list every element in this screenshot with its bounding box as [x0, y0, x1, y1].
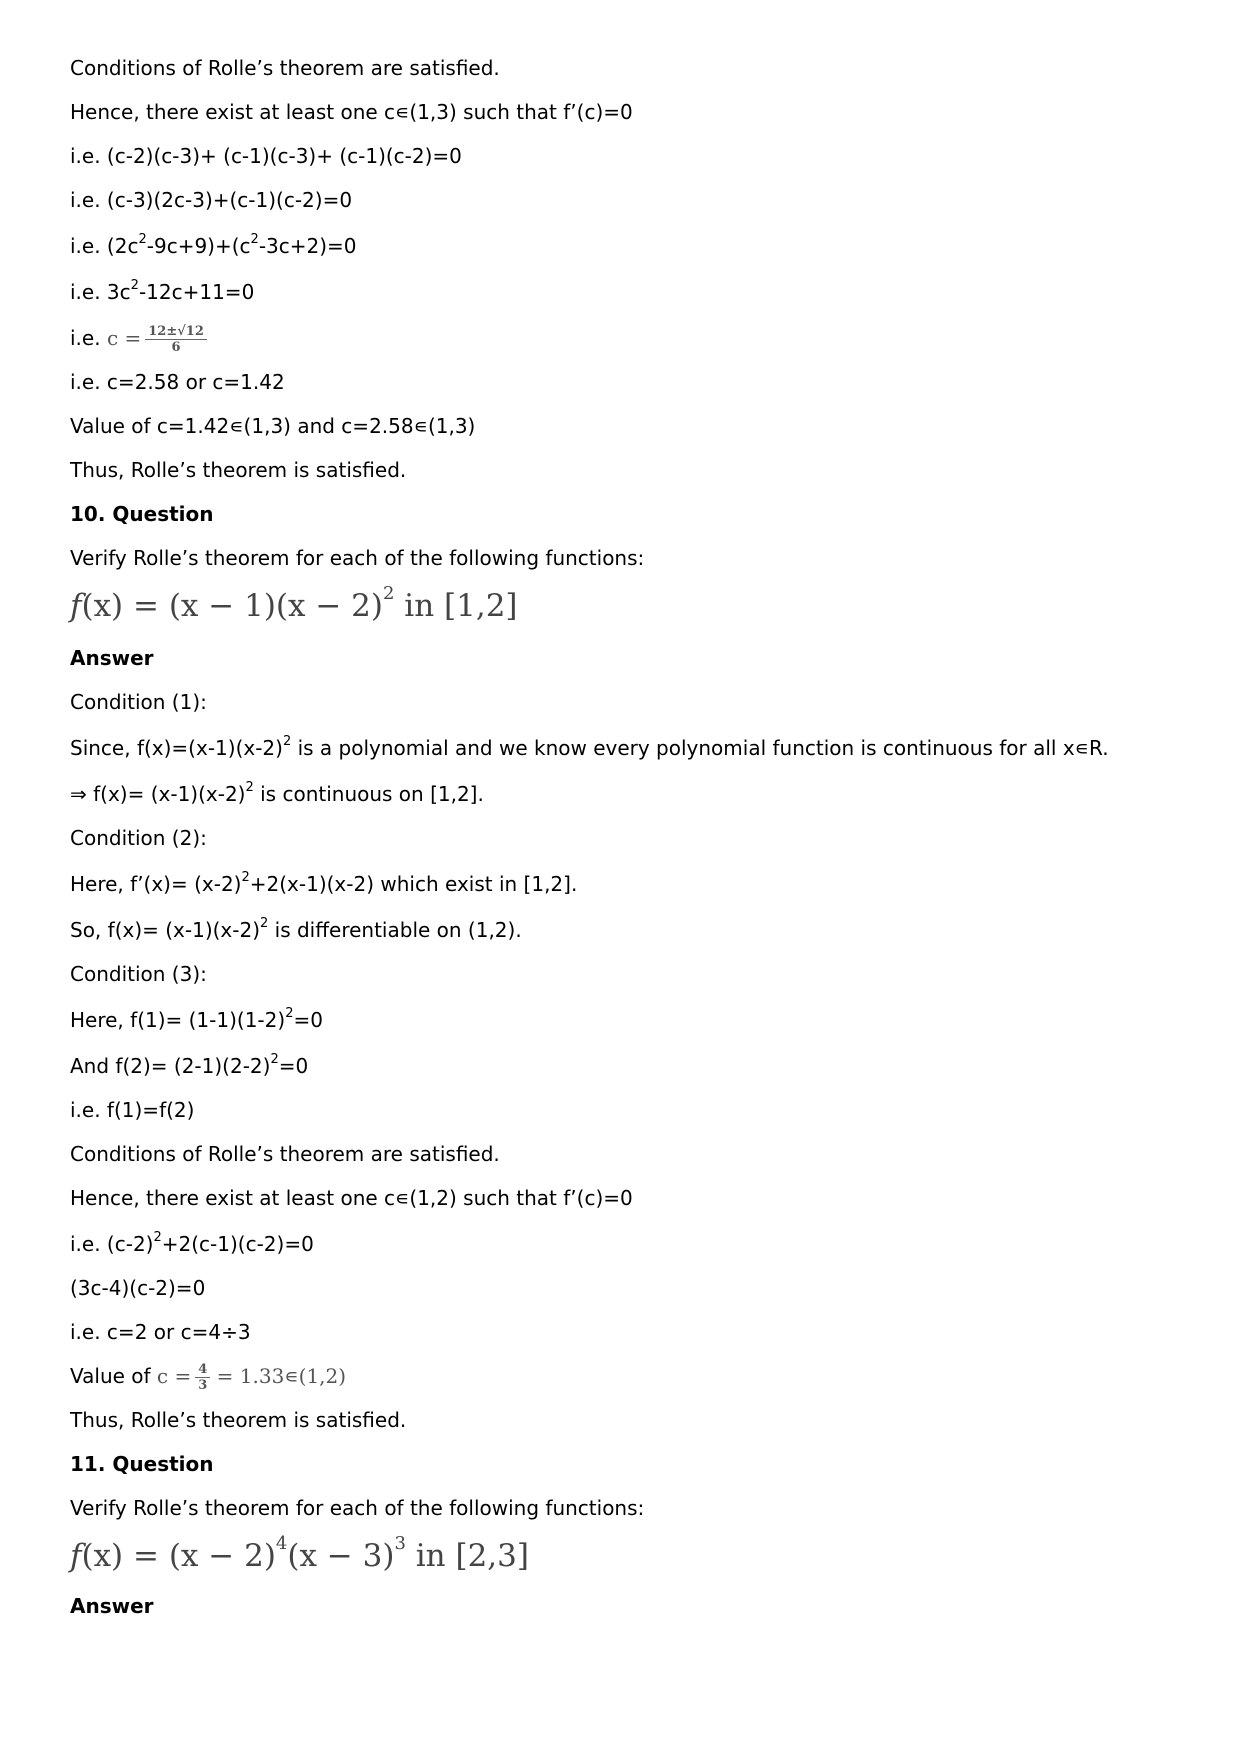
fraction: $\frac{4}{3}$	[195, 1362, 210, 1393]
text-line: i.e. (c-3)(2c-3)+(c-1)(c-2)=0	[70, 188, 353, 212]
text-line: Condition (3):	[70, 962, 207, 986]
text-line: Conditions of Rolle’s theorem are satisfied.	[70, 56, 500, 80]
question-prompt: Verify Rolle’s theorem for each of the following functions:	[70, 546, 645, 570]
text-line: i.e. $(c-2)^2+2(c-1)(c-2)=0$	[70, 1230, 314, 1256]
equation-image: c =	[106, 326, 142, 350]
text-line: So, $f(x)= (x-1)(x-2)^2$ is differentiable on (1,2).	[70, 916, 522, 942]
text-line: Here, f’(x)= $(x-2)^2+2(x-1)(x-2)$ which exist in [1,2].	[70, 870, 578, 896]
text-line: i.e. c=2 or c=4÷3	[70, 1320, 251, 1344]
text-line: Thus, Rolle’s theorem is satisfied.	[70, 1408, 407, 1432]
answer-label: Answer	[70, 646, 154, 670]
text-line: i.e. $(2c^2-9c+9)+(c^2-3c+2)=0$	[70, 232, 357, 258]
text-line: i.e. $3c^2-12c+11=0$	[70, 278, 255, 304]
text-line: Condition (1):	[70, 690, 207, 714]
text-line: i.e. f(1)=f(2)	[70, 1098, 195, 1122]
text-line: Here, $f(1)= (1-1)(1-2)^2=0$	[70, 1006, 323, 1032]
question-prompt: Verify Rolle’s theorem for each of the following functions:	[70, 1496, 645, 1520]
text-line: (3c-4)(c-2)=0	[70, 1276, 206, 1300]
equation-image: c =	[156, 1364, 192, 1388]
text-line: i.e. (c-2)(c-3)+ (c-1)(c-3)+ (c-1)(c-2)=0	[70, 144, 462, 168]
text-line-fraction: Value of c = $\frac{4}{3}$ = 1.33∊(1,2)	[70, 1362, 347, 1393]
question-heading: 10. Question	[70, 502, 214, 526]
question-formula: $f(x) = (x - 2)^4(x - 3)^3$ in [2,3]	[70, 1532, 529, 1574]
text-line: Hence, there exist at least one c∊(1,2) such that f’(c)=0	[70, 1186, 633, 1210]
text-line: ⇒ $f(x)= (x-1)(x-2)^2$ is continuous on [1,2].	[70, 780, 484, 806]
fraction: $\frac{12\pm√12}{6}$	[145, 324, 207, 355]
question-heading: 11. Question	[70, 1452, 214, 1476]
answer-label: Answer	[70, 1594, 154, 1618]
text-line: Hence, there exist at least one c∊(1,3) such that f’(c)=0	[70, 100, 633, 124]
text-line: Conditions of Rolle’s theorem are satisfied.	[70, 1142, 500, 1166]
question-formula: $f(x) = (x - 1)(x - 2)^2$ in [1,2]	[70, 582, 518, 624]
text-line: i.e. c=2.58 or c=1.42	[70, 370, 285, 394]
text-line: Thus, Rolle’s theorem is satisfied.	[70, 458, 407, 482]
text-line: And $f(2)= (2-1)(2-2)^2=0$	[70, 1052, 309, 1078]
text-line: Since, $f(x)=(x-1)(x-2)^2$ is a polynomial and we know every polynomial function is continuous for all x∊R.	[70, 734, 1109, 760]
text-line: Value of c=1.42∊(1,3) and c=2.58∊(1,3)	[70, 414, 476, 438]
equation-image: = 1.33∊(1,2)	[216, 1364, 347, 1388]
text-line: Condition (2):	[70, 826, 207, 850]
text-line-fraction: i.e. c = $\frac{12\pm√12}{6}$	[70, 318, 1240, 358]
